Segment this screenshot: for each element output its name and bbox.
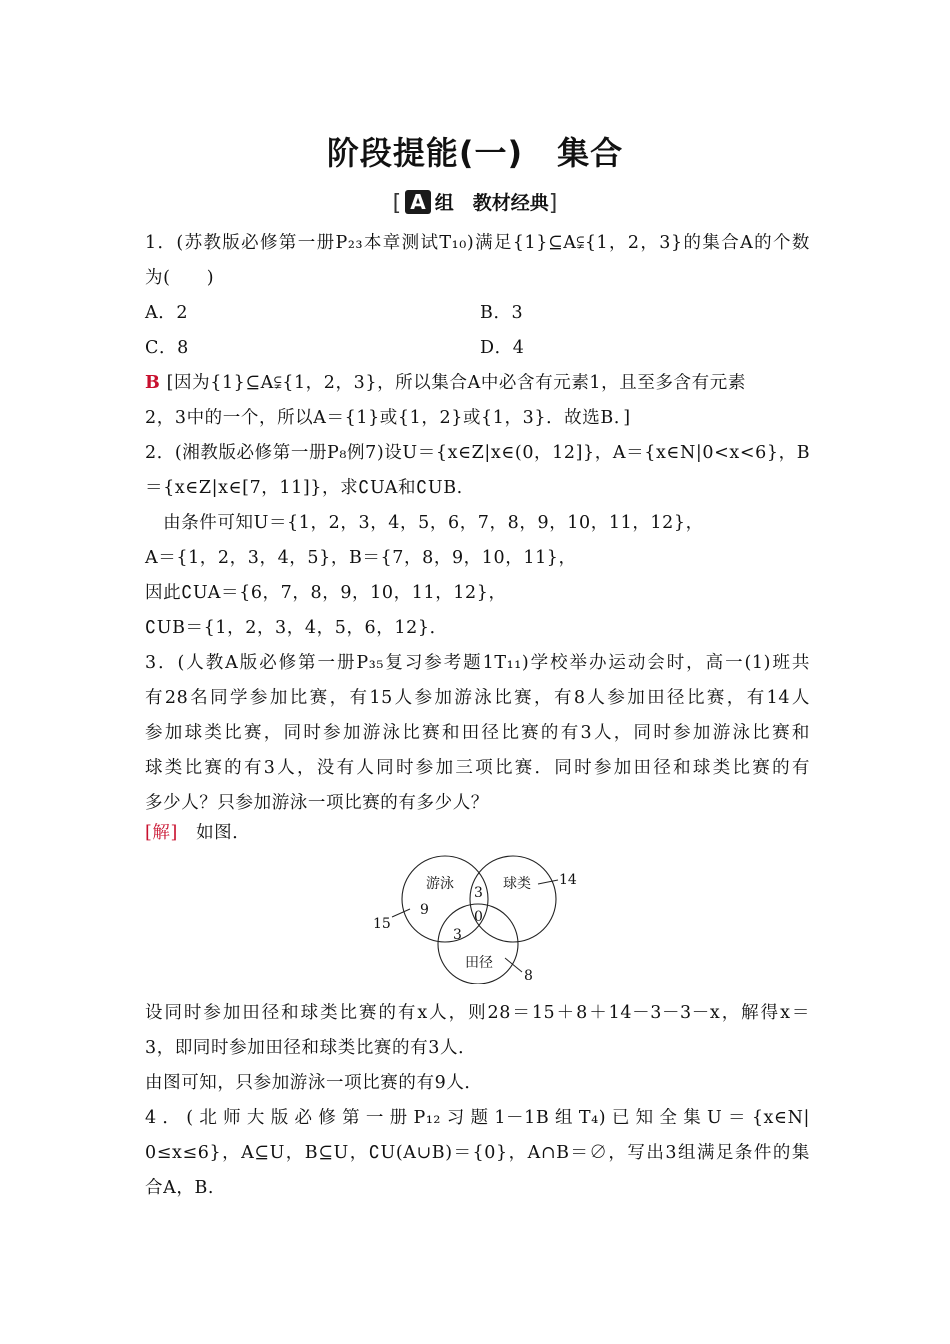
swim-ball-value: 3 [474, 885, 483, 901]
q3-line-3: 参加球类比赛，同时参加游泳比赛和田径比赛的有3人，同时参加游泳比赛和 [145, 723, 810, 743]
title-sub: 集合 [557, 134, 624, 172]
q2-solution-line-4: ∁UB＝{1，2，3，4，5，6，12}． [145, 618, 448, 638]
option-c: C．8 [145, 338, 189, 358]
q1-answer-text: [因为{1}⊆A⫋{1，2，3}，所以集合A中必含有元素1，且至多含有元素 [166, 373, 746, 393]
venn-diagram [365, 854, 585, 984]
swim-track-value: 3 [453, 927, 462, 943]
q3-solution-line-1 [145, 821, 810, 845]
q4-line-1: 4．(北师大版必修第一册P₁₂习题1－1B组T₄)已知全集U＝{x∈N| [145, 1108, 810, 1128]
q3-line-1: 3．(人教A版必修第一册P₃₅复习参考题1T₁₁)学校举办运动会时，高一(1)班共 [145, 653, 810, 673]
group-badge: A [405, 190, 430, 214]
solution-tag: [解] [145, 823, 178, 843]
ball-label: 球类 [503, 876, 531, 892]
q1-answer-line-2: 2，3中的一个，所以A＝{1}或{1，2}或{1，3}．故选B．] [145, 408, 631, 428]
q3-solution-text: 如图． [196, 823, 251, 843]
q2-solution-line-1 [145, 511, 810, 535]
q3-solution-line-4: 由图可知，只参加游泳一项比赛的有9人． [145, 1073, 483, 1093]
option-a: A．2 [145, 303, 189, 323]
q2-solution-line-2: A＝{1，2，3，4，5}，B＝{7，8，9，10，11}， [145, 548, 577, 568]
q1-options-row-1 [145, 301, 810, 325]
ball-total-pointer [538, 880, 558, 884]
q3-line-4: 球类比赛的有3人，没有人同时参加三项比赛．同时参加田径和球类比赛的有 [145, 758, 810, 778]
q4-line-2: 0≤x≤6}，A⊆U，B⊆U，∁U(A∪B)＝{0}，A∩B＝∅，写出3组满足条件的集 [145, 1143, 810, 1163]
swim-total-value: 15 [373, 916, 391, 932]
q2-solution-line-3: 因此∁UA＝{6，7，8，9，10，11，12}， [145, 583, 507, 603]
q1-options-row-2 [145, 336, 810, 360]
q1-line-2: 为( ) [145, 268, 215, 288]
swim-label: 游泳 [426, 876, 454, 892]
q2-line-1: 2．(湘教版必修第一册P₈例7)设U＝{x∈Z|x∈(0，12]}，A＝{x∈N|0<x<6}，B [145, 443, 811, 463]
swim-only-value: 9 [420, 902, 429, 918]
page-title [0, 128, 950, 174]
q3-solution-line-2: 设同时参加田径和球类比赛的有x人，则28＝15＋8＋14－3－3－x，解得x＝ [145, 1003, 810, 1023]
q3-solution-line-3: 3，即同时参加田径和球类比赛的有3人． [145, 1038, 477, 1058]
q2-solution-text: 由条件可知U＝{1，2，3，4，5，6，7，8，9，10，11，12}， [163, 513, 704, 533]
title-main: 阶段提能(一) [326, 134, 524, 172]
ball-total-value: 14 [559, 872, 577, 888]
swim-total-pointer [392, 909, 410, 917]
q3-line-2: 有28名同学参加比赛，有15人参加游泳比赛，有8人参加田径比赛，有14人 [145, 688, 810, 708]
track-total-value: 8 [524, 968, 533, 984]
track-total-pointer [505, 958, 522, 972]
q4-line-3: 合A，B. [145, 1178, 215, 1198]
option-d: D．4 [480, 338, 525, 358]
track-label: 田径 [465, 955, 493, 971]
option-b: B．3 [480, 303, 524, 323]
center-value: 0 [474, 909, 483, 925]
q1-line-1: 1．(苏教版必修第一册P₂₃本章测试T₁₀)满足{1}⊆A⫋{1，2，3}的集合A的个数 [145, 233, 810, 253]
q3-line-5: 多少人？只参加游泳一项比赛的有多少人？ [145, 793, 489, 813]
group-header: [ A 组 教材经典] [392, 190, 558, 216]
group-label: 组 教材经典 [434, 192, 549, 214]
q2-line-2: ＝{x∈Z|x∈[7，11]}，求∁UA和∁UB. [145, 478, 463, 498]
answer-key: B [145, 373, 161, 393]
q1-answer-line-1 [145, 371, 810, 395]
